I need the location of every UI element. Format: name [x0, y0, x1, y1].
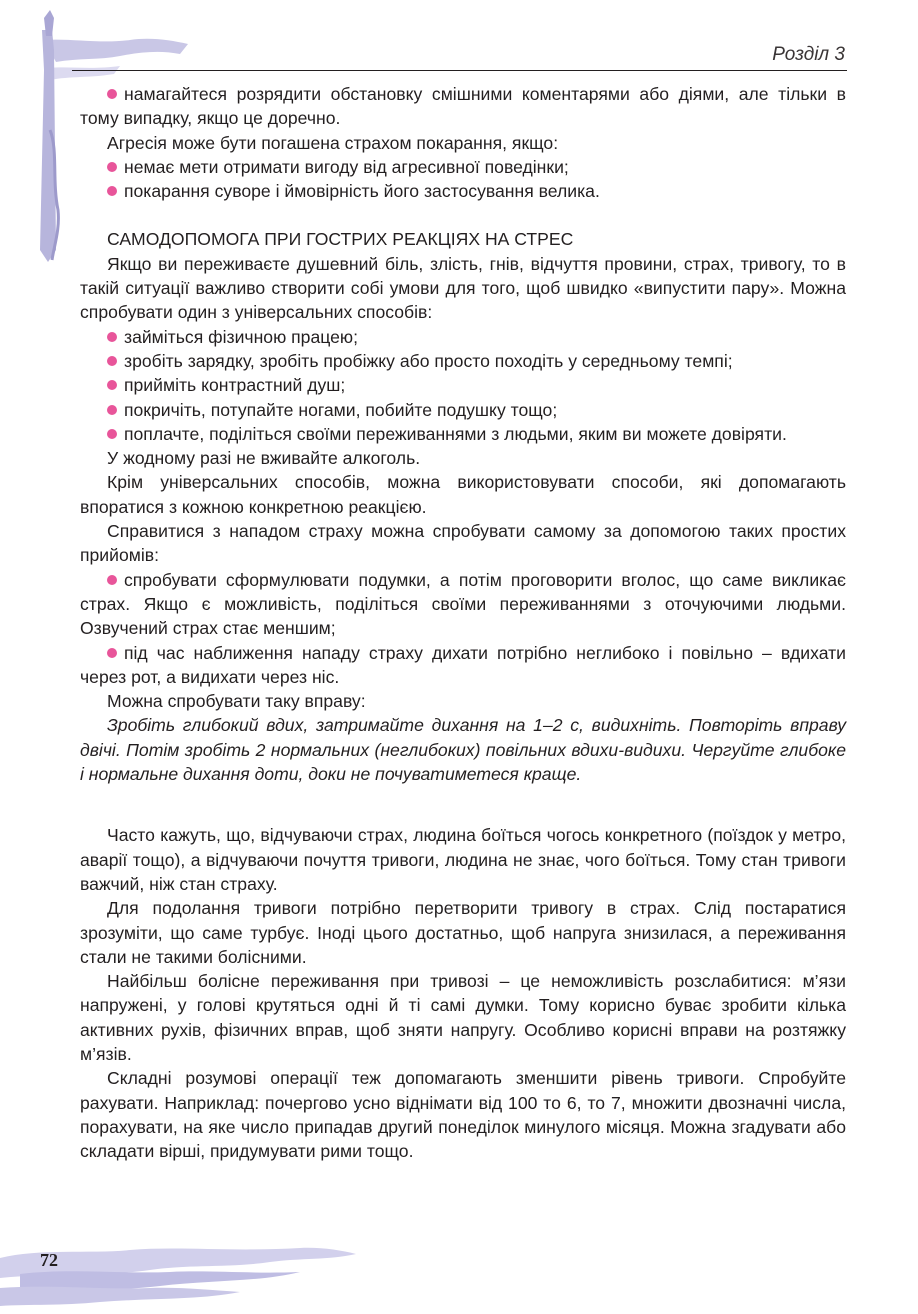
- page-number: 72: [40, 1250, 58, 1270]
- paragraph: Справитися з нападом страху можна спробувати самому за допомогою таких простих прийомів:: [80, 521, 846, 566]
- list-item: зробіть зарядку, зробіть пробіжку або просто походіть у середньому темпі;: [80, 349, 846, 373]
- brush-decoration: [0, 1228, 360, 1314]
- paragraph: Для подолання тривоги потрібно перетворити тривогу в страх. Слід постаратися зрозуміти, що саме турбує. Іноді цього достатньо, щоб напруга знизилася, а переживання стали не такими болісними.: [80, 898, 846, 967]
- paragraph: Крім універсальних способів, можна використовувати способи, які допомагають впоратися з кожною конкретною реакцією.: [80, 472, 846, 517]
- list-item: прийміть контрастний душ;: [80, 373, 846, 397]
- paragraph: Часто кажуть, що, відчуваючи страх, людина боїться чогось конкретного (поїздок у метро, аварії тощо), а відчуваючи почуття тривоги, людина не знає, чого боїться. Тому стан тривоги важчий, ніж стан страху.: [80, 825, 846, 894]
- list-item: покричіть, потупайте ногами, побийте подушку тощо;: [80, 398, 846, 422]
- bullet-icon: [107, 405, 117, 415]
- bullet-icon: [107, 89, 117, 99]
- main-text: [80, 82, 846, 1163]
- paragraph: Якщо ви переживаєте душевний біль, злість, гнів, відчуття провини, страх, тривогу, то в такій ситуації важливо створити собі умови для того, щоб швидко «випустити пару». Можна спробувати один з універсальних способів:: [80, 253, 846, 323]
- list-item: поплачте, поділіться своїми переживаннями з людьми, яким ви можете довіряти.: [80, 422, 846, 446]
- page-header: [72, 40, 847, 71]
- paragraph: Можна спробувати таку вправу:: [107, 691, 366, 712]
- bullet-icon: [107, 356, 117, 366]
- paragraph: Складні розумові операції теж допомагають зменшити рівень тривоги. Спробуйте рахувати. Наприклад: почергово усно віднімати від 100 то 6, то 7, множити двозначні числа, порахувати, на яке число припадав другий понеділок минулого місяця. Можна згадувати або складати вірші, придумувати рими тощо.: [80, 1068, 846, 1162]
- list-item: під час наближення нападу страху дихати потрібно неглибоко і повільно – вдихати через рот, а видихати через ніс.: [80, 642, 846, 687]
- paragraph: Найбільш болісне переживання при тривозі – це неможливість розслабитися: м’язи напружені, у голові крутяться одні й ті самі думки. Тому корисно буває зробити кілька активних рухів, фізичних вправ, щоб зняти напругу. Особливо корисні вправи на розтяжку м’язів.: [80, 971, 846, 1064]
- paragraph: У жодному разі не вживайте алкоголь.: [107, 448, 421, 469]
- section-label: Розділ 3: [772, 44, 845, 65]
- bullet-icon: [107, 575, 117, 585]
- list-item: спробувати сформулювати подумки, а потім проговорити вголос, що саме викликає страх. Якщо є можливість, поділіться своїми переживаннями з оточуючими людьми. Озвучений страх стає меншим;: [80, 569, 846, 639]
- bullet-icon: [107, 162, 117, 172]
- paragraph: Агресія може бути погашена страхом покарання, якщо:: [107, 132, 559, 153]
- bullet-icon: [107, 648, 117, 658]
- list-item: немає мети отримати вигоду від агресивної поведінки;: [80, 155, 846, 179]
- list-item: намагайтеся розрядити обстановку смішними коментарями або діями, але тільки в тому випадку, якщо це доречно.: [80, 84, 846, 129]
- bullet-icon: [107, 429, 117, 439]
- exercise-text: Зробіть глибокий вдих, затримайте дихання на 1–2 с, видихніть. Повторіть вправу двічі. Потім зробіть 2 нормальних (неглибоких) повільних вдихи-видихи. Чергуйте глибоке і нормальне дихання доти, доки не почуватиметеся краще.: [80, 715, 846, 785]
- list-item: займіться фізичною працею;: [80, 325, 846, 349]
- bullet-icon: [107, 380, 117, 390]
- list-item: покарання суворе і ймовірність його застосування велика.: [80, 179, 846, 203]
- bullet-icon: [107, 186, 117, 196]
- section-heading: САМОДОПОМОГА ПРИ ГОСТРИХ РЕАКЦІЯХ НА СТРЕС: [107, 229, 574, 250]
- bullet-icon: [107, 332, 117, 342]
